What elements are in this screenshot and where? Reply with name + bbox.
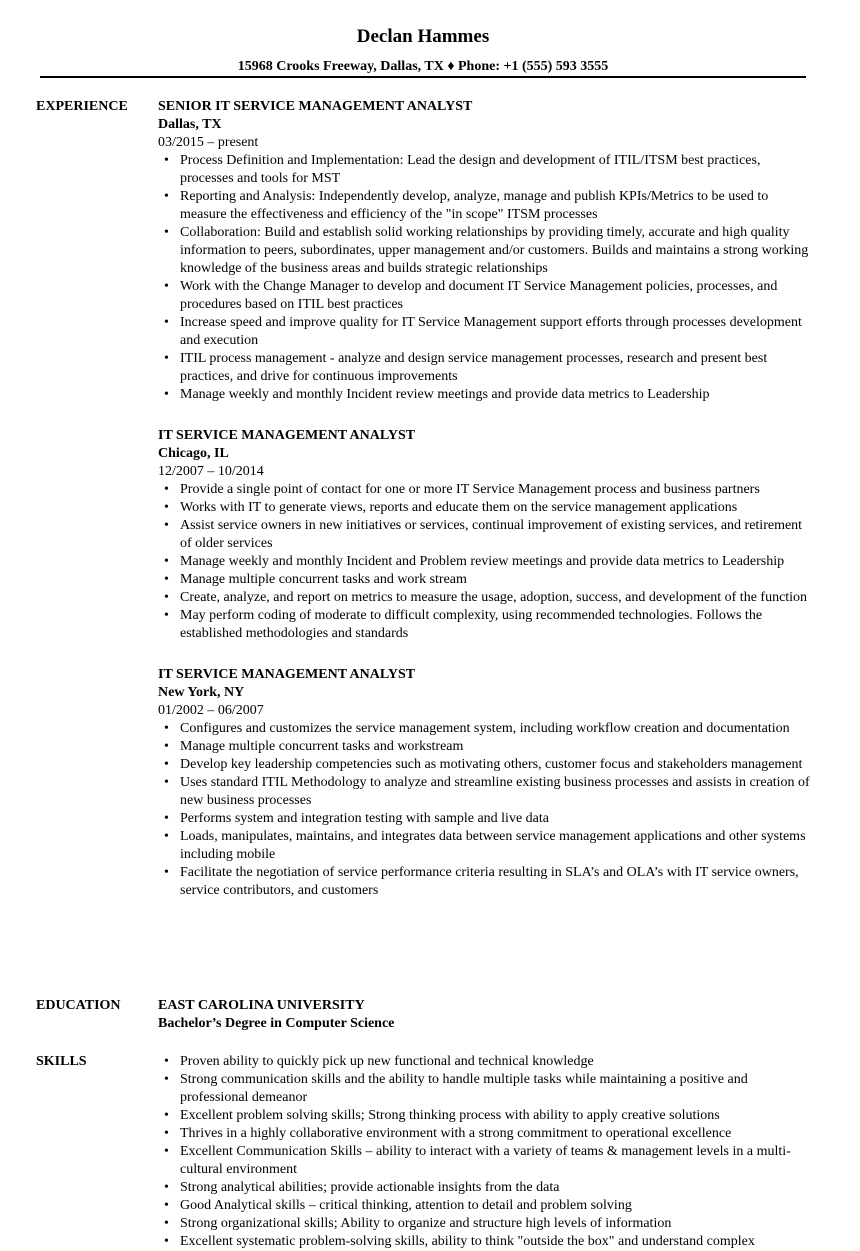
bullet-text: Excellent Communication Skills – ability to interact with a variety of teams & management levels in a multi-cultural environment <box>180 1144 791 1177</box>
candidate-name: Declan Hammes <box>356 26 490 47</box>
job-dates: 03/2015 – present <box>158 135 259 150</box>
job-location: Chicago, IL <box>158 446 229 461</box>
list-item <box>158 864 810 900</box>
list-item <box>158 774 810 810</box>
bullet-icon: • <box>164 1126 169 1141</box>
list-item <box>158 386 810 404</box>
bullet-text: Strong analytical abilities; provide actionable insights from the data <box>180 1180 560 1195</box>
bullet-icon: • <box>164 351 169 366</box>
job-title: SENIOR IT SERVICE MANAGEMENT ANALYST <box>158 99 473 114</box>
bullet-text: Strong organizational skills; Ability to organize and structure high levels of information <box>180 1216 672 1231</box>
bullet-icon: • <box>164 315 169 330</box>
bullet-icon: • <box>164 757 169 772</box>
list-item <box>158 589 810 607</box>
bullet-text: Develop key leadership competencies such as motivating others, customer focus and stakeholders management <box>180 757 803 772</box>
job-location: Dallas, TX <box>158 117 222 132</box>
bullet-text: Proven ability to quickly pick up new functional and technical knowledge <box>180 1054 594 1069</box>
bullet-text: Manage weekly and monthly Incident review meetings and provide data metrics to Leadership <box>180 387 710 402</box>
bullet-icon: • <box>164 482 169 497</box>
bullet-icon: • <box>164 1144 169 1159</box>
bullet-text: Uses standard ITIL Methodology to analyze and streamline existing business processes and assists in creation of new business processes <box>180 775 810 808</box>
list-item <box>158 738 810 756</box>
header-divider <box>40 76 806 78</box>
bullet-text: Manage weekly and monthly Incident and Problem review meetings and provide data metrics to Leadership <box>180 554 785 569</box>
section-label-education: EDUCATION <box>36 998 121 1013</box>
education-body <box>158 997 810 1033</box>
bullet-text: Works with IT to generate views, reports and educate them on the service management applications <box>180 500 738 515</box>
list-item <box>158 1071 810 1107</box>
bullet-text: May perform coding of moderate to difficult complexity, using recommended technologies. Follows the established methodologies and standards <box>180 608 763 641</box>
job-bullet-list <box>158 481 810 643</box>
list-item <box>158 571 810 589</box>
bullet-icon: • <box>164 1108 169 1123</box>
bullet-icon: • <box>164 279 169 294</box>
list-item <box>158 152 810 188</box>
skills-bullet-list <box>158 1053 810 1251</box>
bullet-icon: • <box>164 153 169 168</box>
job-dates: 12/2007 – 10/2014 <box>158 464 264 479</box>
section-label-experience: EXPERIENCE <box>36 99 128 114</box>
skills-body <box>158 1053 810 1251</box>
bullet-icon: • <box>164 572 169 587</box>
list-item <box>158 720 810 738</box>
bullet-icon: • <box>164 775 169 790</box>
list-item <box>158 1233 810 1251</box>
list-item <box>158 517 810 553</box>
bullet-text: Manage multiple concurrent tasks and work stream <box>180 572 467 587</box>
job-title: IT SERVICE MANAGEMENT ANALYST <box>158 428 416 443</box>
bullet-text: ITIL process management - analyze and design service management processes, research and present best practices, and drive for continuous improvements <box>180 351 768 384</box>
bullet-icon: • <box>164 554 169 569</box>
bullet-icon: • <box>164 1216 169 1231</box>
contact-line: 15968 Crooks Freeway, Dallas, TX ♦ Phone: +1 (555) 593 3555 <box>237 59 609 74</box>
list-item <box>158 1197 810 1215</box>
bullet-icon: • <box>164 829 169 844</box>
list-item <box>158 224 810 278</box>
bullet-icon: • <box>164 811 169 826</box>
bullet-text: Provide a single point of contact for one or more IT Service Management process and business partners <box>180 482 760 497</box>
list-item <box>158 756 810 774</box>
bullet-text: Facilitate the negotiation of service performance criteria resulting in SLA’s and OLA’s with IT service owners, service contributors, and customers <box>180 865 799 898</box>
section-label-skills: SKILLS <box>36 1054 87 1069</box>
job-bullet-list <box>158 720 810 900</box>
bullet-icon: • <box>164 590 169 605</box>
list-item <box>158 1053 810 1071</box>
list-item <box>158 1143 810 1179</box>
bullet-icon: • <box>164 1180 169 1195</box>
list-item <box>158 188 810 224</box>
bullet-icon: • <box>164 189 169 204</box>
experience-body <box>158 98 810 923</box>
list-item <box>158 481 810 499</box>
bullet-text: Thrives in a highly collaborative environment with a strong commitment to operational excellence <box>180 1126 732 1141</box>
bullet-icon: • <box>164 721 169 736</box>
bullet-text: Assist service owners in new initiatives or services, continual improvement of existing services, and retirement of older services <box>180 518 803 551</box>
job-bullet-list <box>158 152 810 404</box>
bullet-icon: • <box>164 500 169 515</box>
bullet-text: Create, analyze, and report on metrics to measure the usage, adoption, success, and development of the function <box>180 590 808 605</box>
bullet-text: Manage multiple concurrent tasks and workstream <box>180 739 464 754</box>
bullet-icon: • <box>164 1054 169 1069</box>
bullet-text: Collaboration: Build and establish solid working relationships by providing timely, accurate and high quality information to peers, subordinates, upper management and/or customers. Builds and maintains a strong working knowledge of the business areas and builds strategic relationships <box>180 225 809 276</box>
list-item <box>158 607 810 643</box>
list-item <box>158 499 810 517</box>
bullet-text: Work with the Change Manager to develop and document IT Service Management policies, processes, and procedures based on ITIL best practices <box>180 279 778 312</box>
job-entry <box>158 427 810 643</box>
list-item <box>158 1107 810 1125</box>
bullet-icon: • <box>164 739 169 754</box>
school-name: EAST CAROLINA UNIVERSITY <box>158 998 365 1013</box>
bullet-text: Process Definition and Implementation: Lead the design and development of ITIL/ITSM best practices, processes and tools for MST <box>180 153 761 186</box>
list-item <box>158 828 810 864</box>
bullet-icon: • <box>164 518 169 533</box>
list-item <box>158 350 810 386</box>
bullet-text: Reporting and Analysis: Independently develop, analyze, manage and publish KPIs/Metrics to be used to measure the effectiveness and efficiency of the "in scope" ITSM processes <box>180 189 769 222</box>
bullet-text: Configures and customizes the service management system, including workflow creation and documentation <box>180 721 790 736</box>
bullet-icon: • <box>164 387 169 402</box>
bullet-text: Good Analytical skills – critical thinking, attention to detail and problem solving <box>180 1198 632 1213</box>
degree: Bachelor’s Degree in Computer Science <box>158 1016 395 1031</box>
bullet-icon: • <box>164 1234 169 1249</box>
job-location: New York, NY <box>158 685 245 700</box>
bullet-icon: • <box>164 1198 169 1213</box>
list-item <box>158 810 810 828</box>
list-item <box>158 553 810 571</box>
list-item <box>158 1179 810 1197</box>
job-entry <box>158 98 810 404</box>
bullet-text: Increase speed and improve quality for IT Service Management support efforts through processes development and execution <box>180 315 802 348</box>
bullet-icon: • <box>164 865 169 880</box>
list-item <box>158 278 810 314</box>
list-item <box>158 314 810 350</box>
job-dates: 01/2002 – 06/2007 <box>158 703 264 718</box>
bullet-text: Loads, manipulates, maintains, and integrates data between service management applications and other systems including mobile <box>180 829 806 862</box>
bullet-text: Excellent systematic problem-solving skills, ability to think "outside the box" and understand complex <box>180 1234 755 1249</box>
job-entry <box>158 666 810 900</box>
bullet-icon: • <box>164 1072 169 1087</box>
list-item <box>158 1215 810 1233</box>
bullet-text: Performs system and integration testing with sample and live data <box>180 811 549 826</box>
bullet-icon: • <box>164 225 169 240</box>
job-title: IT SERVICE MANAGEMENT ANALYST <box>158 667 416 682</box>
bullet-icon: • <box>164 608 169 623</box>
bullet-text: Strong communication skills and the ability to handle multiple tasks while maintaining a positive and professional demeanor <box>180 1072 748 1105</box>
bullet-text: Excellent problem solving skills; Strong thinking process with ability to apply creative solutions <box>180 1108 720 1123</box>
list-item <box>158 1125 810 1143</box>
